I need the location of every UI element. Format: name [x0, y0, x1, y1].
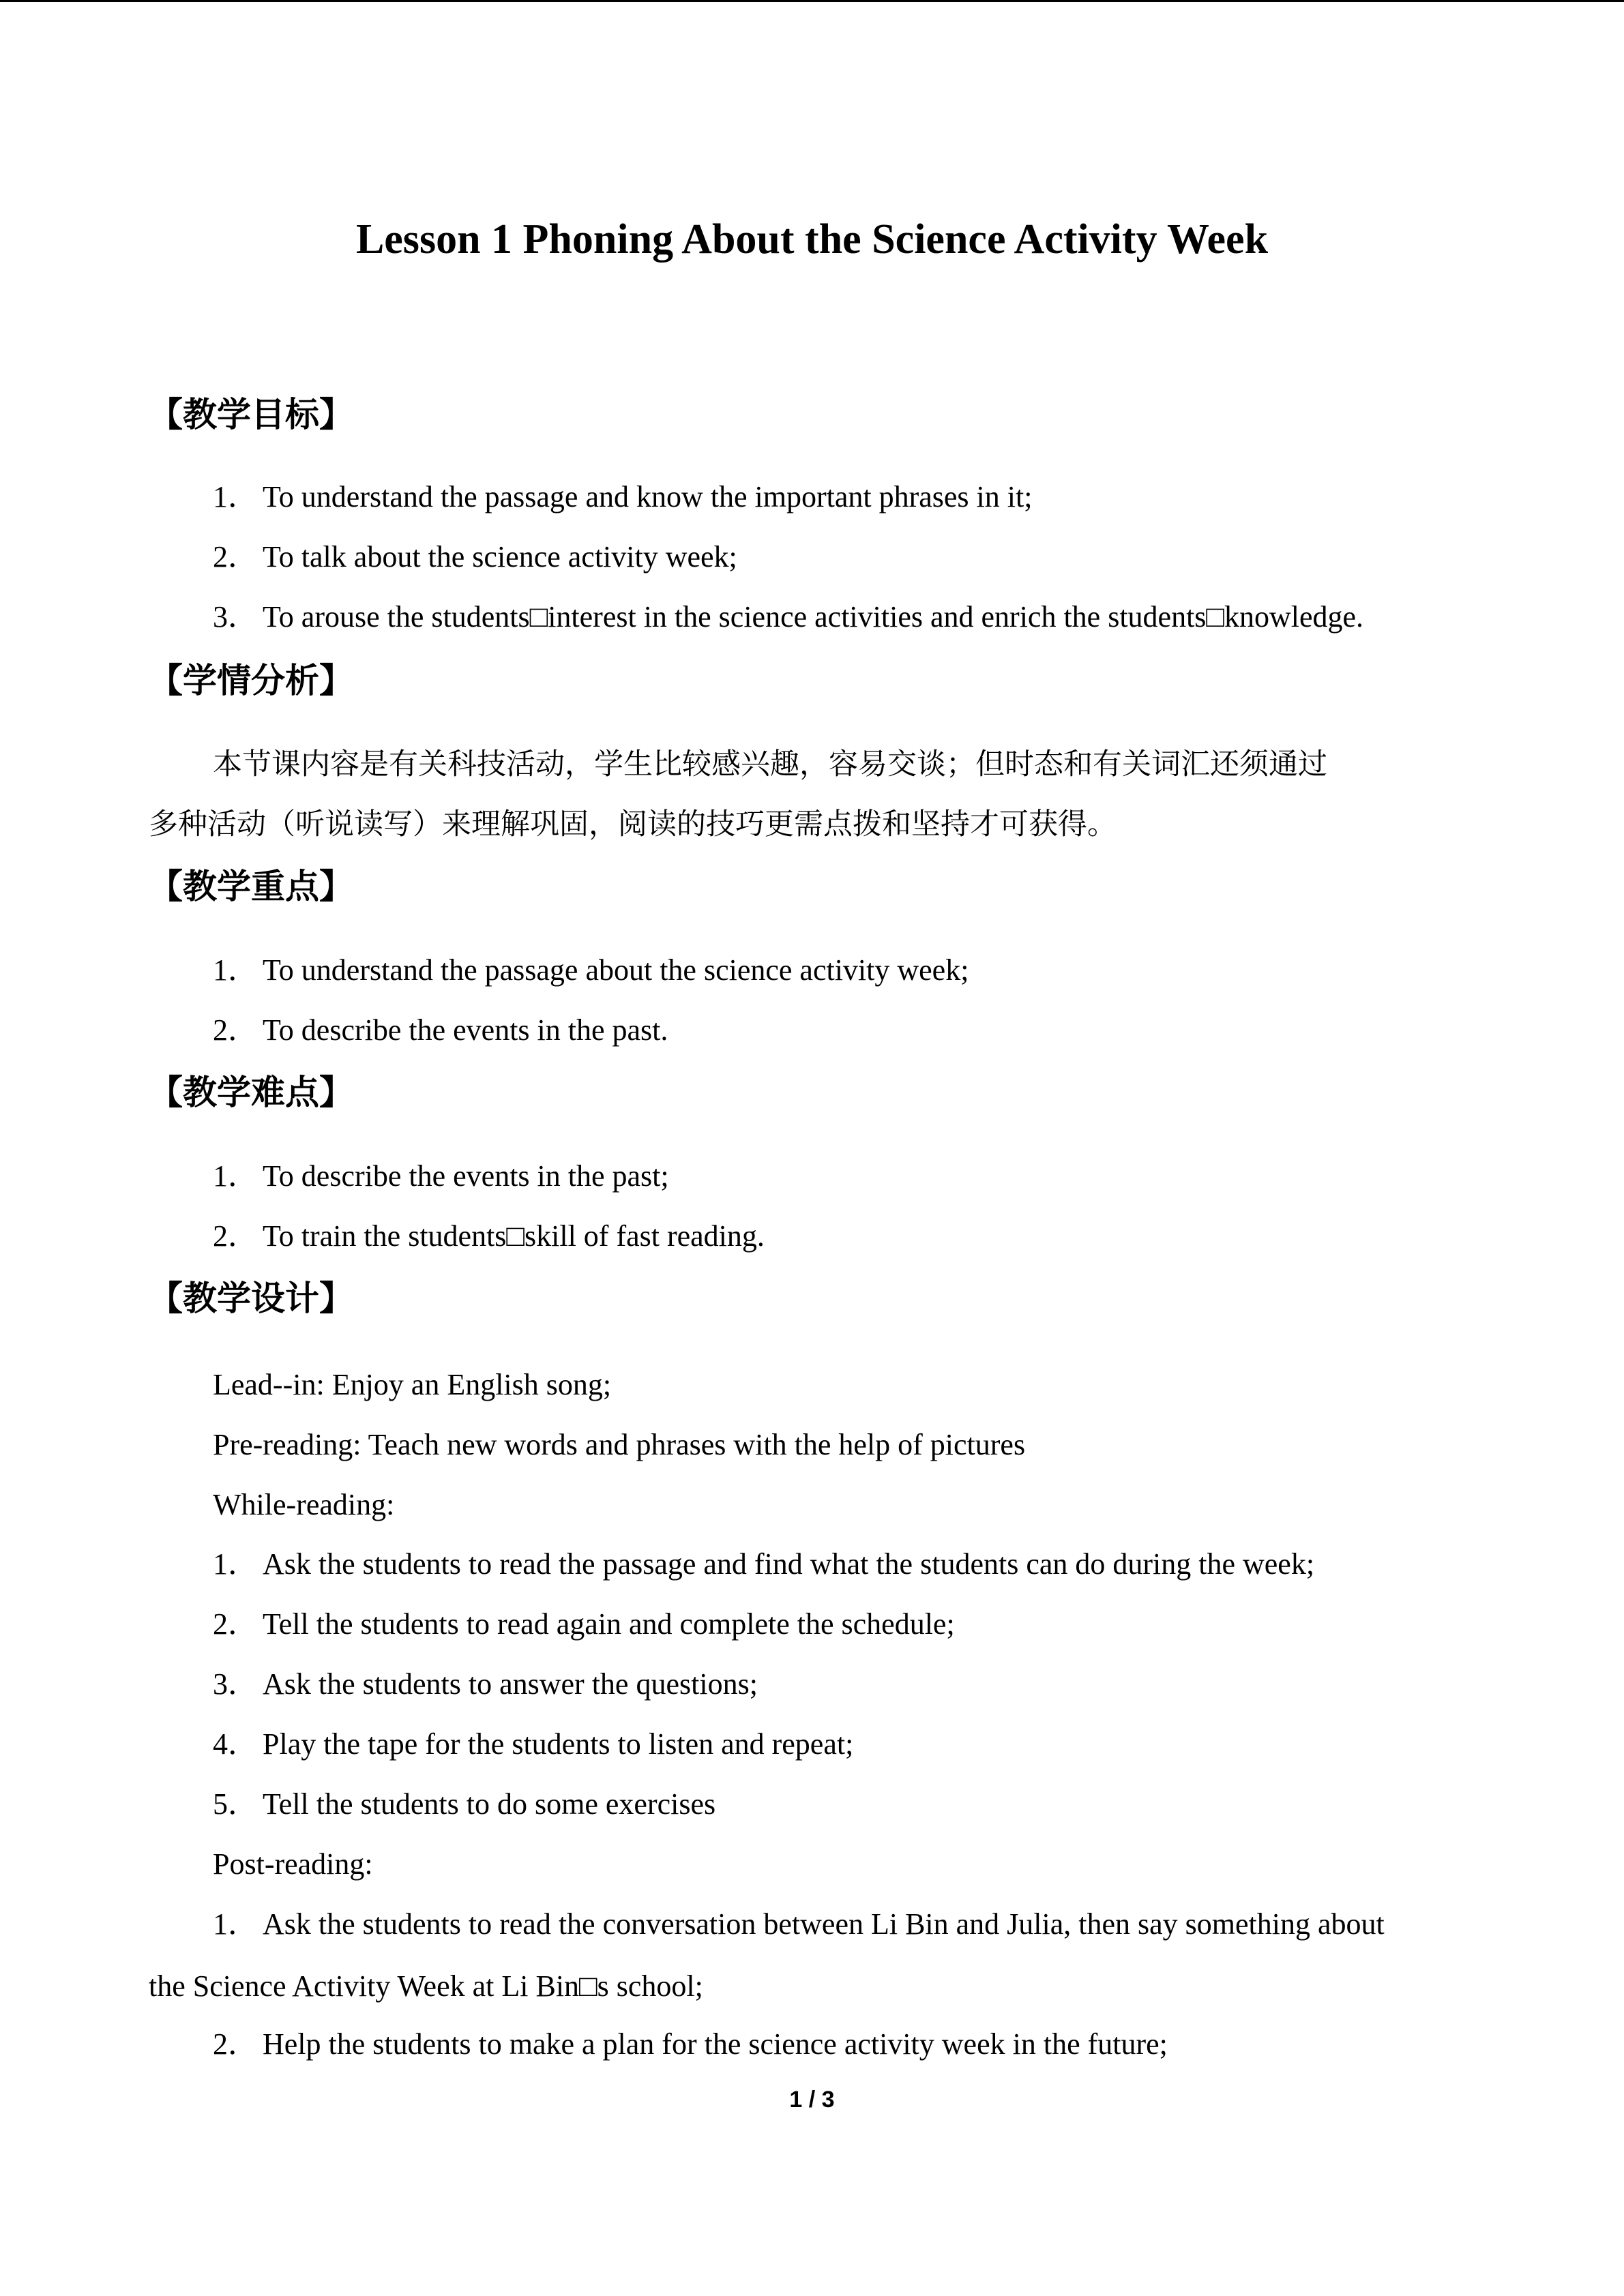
- objective-item: [213, 477, 1032, 518]
- item-number: 1．: [213, 1159, 258, 1193]
- item-number: 2．: [213, 2027, 258, 2061]
- item-text: Ask the students to read the conversation between Li Bin and Julia, then say something about: [263, 1907, 1385, 1941]
- item-number: 1．: [213, 953, 258, 987]
- section-heading-design: 【教学设计】: [149, 1279, 353, 1318]
- objective-item: [213, 597, 1363, 638]
- post-reading-item: [213, 2024, 1168, 2065]
- design-post-reading-label: Post-reading:: [213, 1847, 373, 1881]
- item-number: 2．: [213, 1013, 258, 1047]
- post-reading-item-continuation: the Science Activity Week at Li Bin□s school;: [149, 1969, 703, 2003]
- item-text: To train the students□skill of fast reading.: [263, 1219, 765, 1253]
- key-point-item: [213, 1010, 668, 1051]
- key-point-item: [213, 950, 969, 991]
- item-text: To understand the passage about the science activity week;: [263, 953, 969, 987]
- design-lead-in: Lead--in: Enjoy an English song;: [213, 1368, 612, 1401]
- page-number: 1 / 3: [789, 2087, 835, 2113]
- item-text: Tell the students to do some exercises: [263, 1787, 716, 1821]
- item-text: To describe the events in the past.: [263, 1013, 668, 1047]
- design-while-reading-label: While-reading:: [213, 1488, 395, 1521]
- item-text: Help the students to make a plan for the science activity week in the future;: [263, 2027, 1168, 2061]
- section-heading-difficulties: 【教学难点】: [149, 1073, 353, 1112]
- section-heading-analysis: 【学情分析】: [149, 661, 353, 700]
- item-number: 1．: [213, 1547, 258, 1581]
- post-reading-item: [213, 1904, 1385, 1945]
- item-text: To describe the events in the past;: [263, 1159, 669, 1193]
- design-pre-reading: Pre-reading: Teach new words and phrases with the help of pictures: [213, 1428, 1026, 1461]
- section-heading-key-points: 【教学重点】: [149, 867, 353, 906]
- page-title: Lesson 1 Phoning About the Science Activity Week: [355, 216, 1269, 263]
- item-number: 2．: [213, 1219, 258, 1253]
- while-reading-item: [213, 1784, 715, 1825]
- item-text: Play the tape for the students to listen and repeat;: [263, 1727, 854, 1761]
- difficulty-item: [213, 1156, 669, 1197]
- objective-item: [213, 537, 737, 578]
- while-reading-item: [213, 1544, 1314, 1585]
- item-number: 4．: [213, 1727, 258, 1761]
- item-number: 1．: [213, 1907, 258, 1941]
- while-reading-item: [213, 1724, 853, 1765]
- item-number: 5．: [213, 1787, 258, 1821]
- while-reading-item: [213, 1664, 758, 1705]
- item-text: To talk about the science activity week;: [263, 540, 737, 573]
- difficulty-item: [213, 1216, 765, 1257]
- item-number: 2．: [213, 540, 258, 573]
- item-text: To understand the passage and know the important phrases in it;: [263, 480, 1033, 513]
- item-number: 2．: [213, 1607, 258, 1641]
- item-text: To arouse the students□interest in the science activities and enrich the students□knowledge.: [263, 600, 1364, 633]
- section-heading-objectives: 【教学目标】: [149, 395, 353, 434]
- analysis-paragraph-line: 本节课内容是有关科技活动，学生比较感兴趣，容易交谈；但时态和有关词汇还须通过: [213, 747, 1327, 781]
- item-number: 3．: [213, 600, 258, 633]
- item-text: Tell the students to read again and complete the schedule;: [263, 1607, 955, 1641]
- item-number: 3．: [213, 1667, 258, 1701]
- item-number: 1．: [213, 480, 258, 513]
- item-text: Ask the students to read the passage and find what the students can do during the week;: [263, 1547, 1315, 1581]
- analysis-paragraph-line: 多种活动（听说读写）来理解巩固，阅读的技巧更需点拨和坚持才可获得。: [149, 807, 1117, 841]
- item-text: Ask the students to answer the questions;: [263, 1667, 758, 1701]
- while-reading-item: [213, 1604, 955, 1645]
